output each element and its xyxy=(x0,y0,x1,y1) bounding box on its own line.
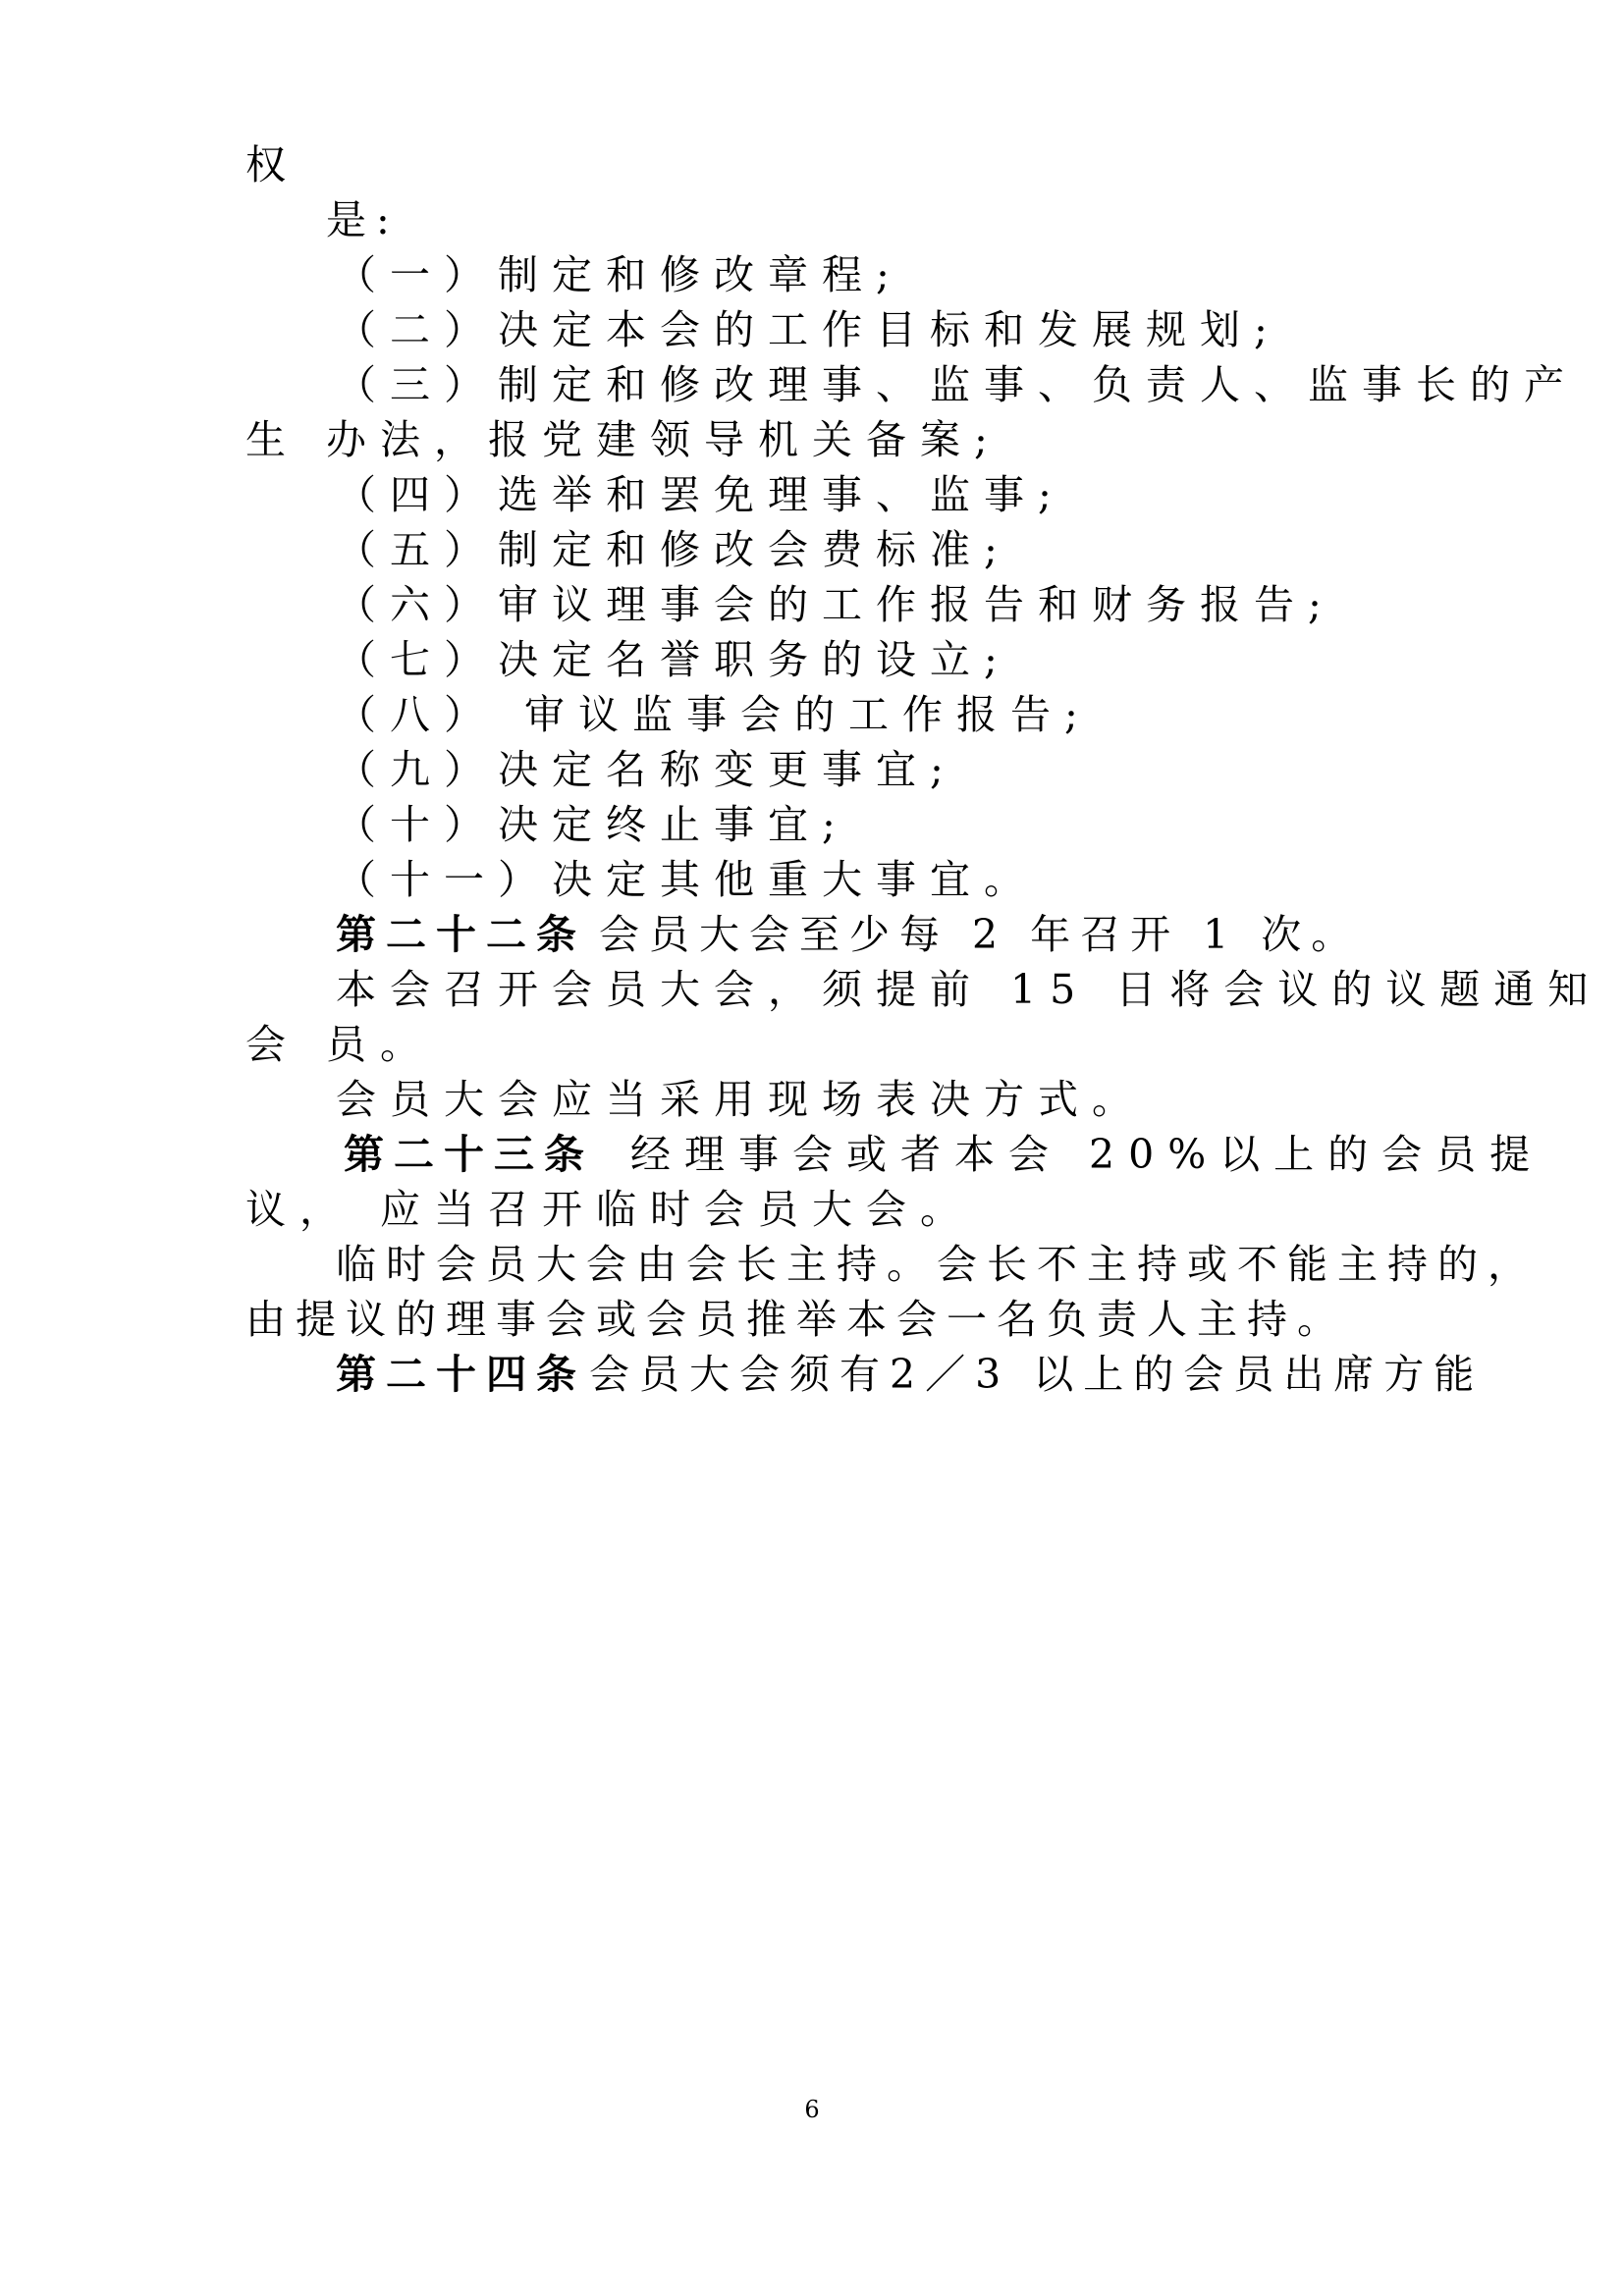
list-item-text: （十）决定终止事宜; xyxy=(336,801,849,848)
list-item-text: （七）决定名誉职务的设立; xyxy=(336,636,1011,683)
paragraph-text: 议， 应当召开临时会员大会。 xyxy=(245,1186,975,1233)
article-heading: 第二十四条 xyxy=(336,1351,586,1398)
text-fragment: 权 xyxy=(245,141,296,188)
article-text: 经理事会或者本会 20%以上的会员提 xyxy=(630,1131,1544,1178)
list-item-text: （六）审议理事会的工作报告和财务报告; xyxy=(336,581,1335,628)
paragraph-text: 会 员。 xyxy=(245,1021,435,1068)
list-item-text: （八） 审议监事会的工作报告; xyxy=(336,691,1092,738)
list-item-text: （十一）决定其他重大事宜。 xyxy=(336,856,1038,903)
article-heading: 第二十二条 xyxy=(336,911,586,958)
article-heading: 第二十三条 xyxy=(344,1131,594,1178)
paragraph-text: 临时会员大会由会长主持。会长不主持或不能主持的， xyxy=(336,1241,1538,1288)
list-item-text: （二）决定本会的工作目标和发展规划; xyxy=(336,306,1281,353)
article-text: 会员大会须有2／3 以上的会员出席方能 xyxy=(589,1351,1485,1398)
list-item-text: 生 办法，报党建领导机关备案; xyxy=(245,416,1001,463)
page-number: 6 xyxy=(804,2096,820,2123)
paragraph-text: 由提议的理事会或会员推举本会一名负责人主持。 xyxy=(245,1296,1347,1343)
text-fragment: 是: xyxy=(326,196,400,243)
list-item-text: （九）决定名称变更事宜; xyxy=(336,746,957,793)
list-item-text: （三）制定和修改理事、监事、负责人、监事长的产 xyxy=(336,361,1578,408)
list-item-text: （一）制定和修改章程; xyxy=(336,251,903,298)
list-item-text: （四）选举和罢免理事、监事; xyxy=(336,471,1065,518)
list-item-text: （五）制定和修改会费标准; xyxy=(336,526,1011,573)
paragraph-text: 本会召开会员大会，须提前 15 日将会议的议题通知 xyxy=(336,966,1602,1013)
article-text: 会员大会至少每 2 年召开 1 次。 xyxy=(599,911,1362,958)
paragraph-text: 会员大会应当采用现场表决方式。 xyxy=(336,1076,1146,1123)
